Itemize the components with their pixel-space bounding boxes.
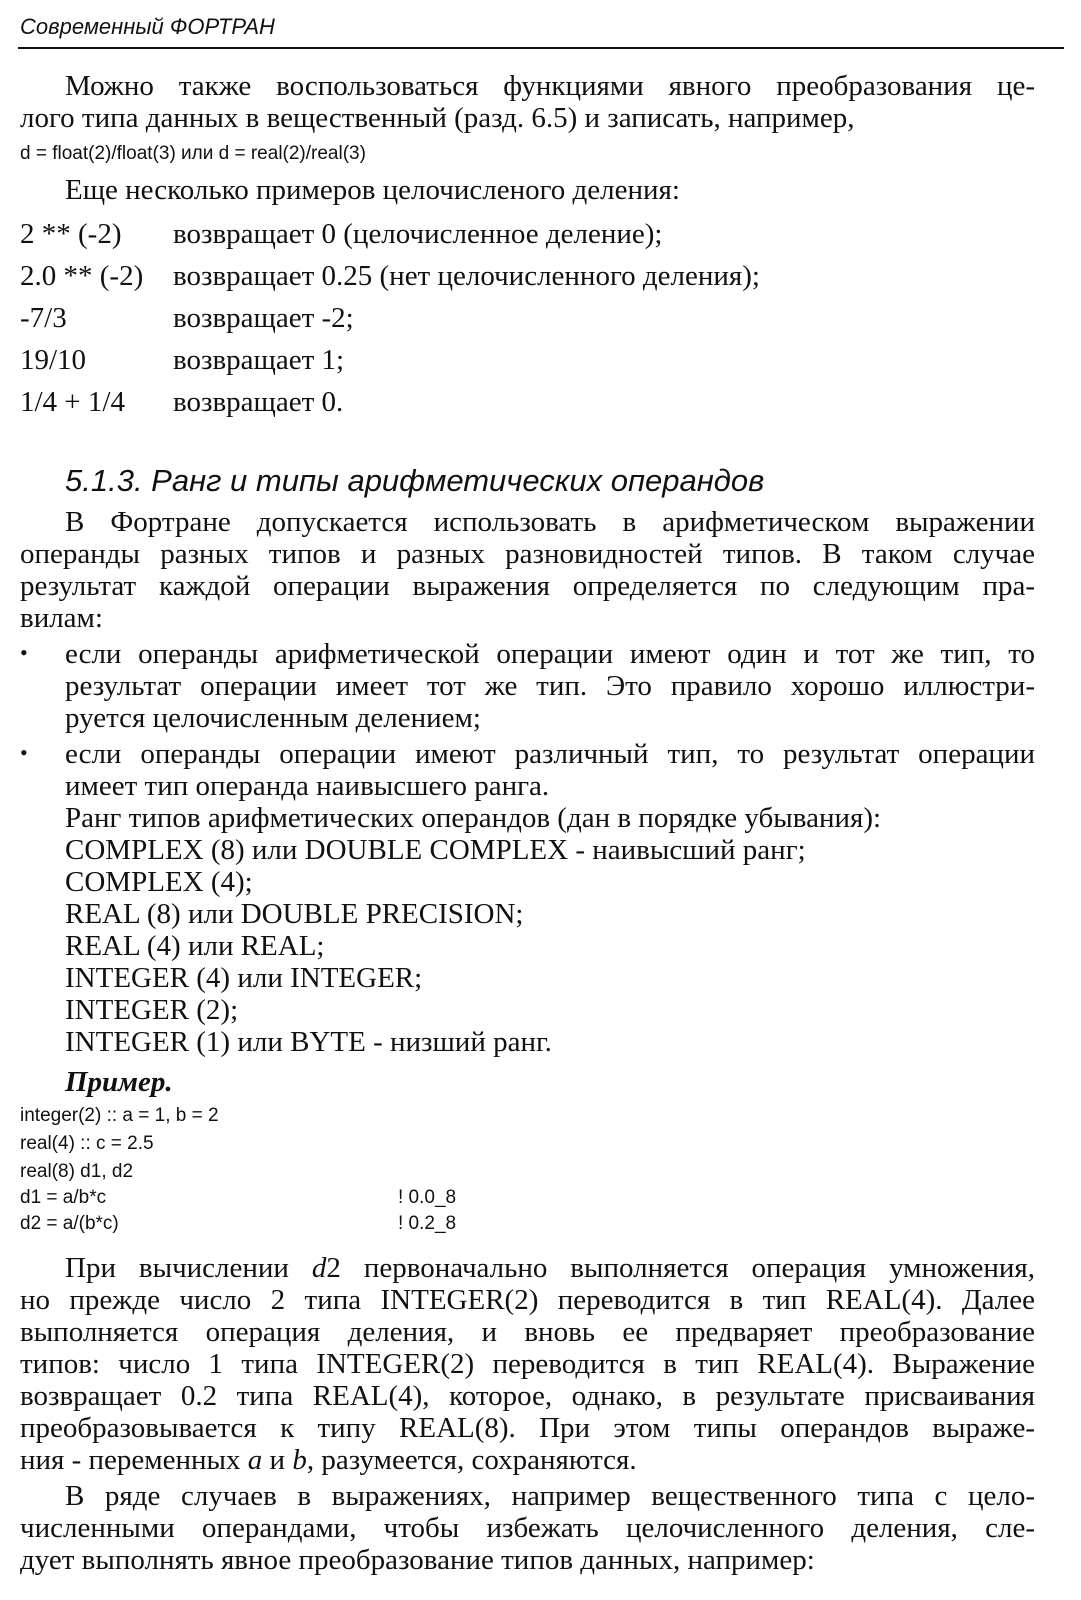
para2-line: выполняется операция деления, и вновь ее предваряет преобразование: [20, 1316, 1035, 1348]
section-title: 5.1.3. Ранг и типы арифметических операндов: [65, 463, 765, 498]
bullet2-line: имеет тип операнда наивысшего ранга.: [65, 770, 550, 802]
para1-line: В Фортране допускается использовать в арифметическом выражении: [65, 506, 1035, 538]
para2-line: возвращает 0.2 типа REAL(4), которое, однако, в результате присваивания: [20, 1380, 1035, 1412]
bullet1-line: результат операции имеет тот же тип. Это правило хорошо иллюстри-: [65, 670, 1035, 702]
bullet1-line: если операнды арифметической операции имеют один и тот же тип, то: [65, 638, 1035, 670]
para2-line: При вычислении d2 первоначально выполняется операция умножения,: [65, 1252, 1035, 1284]
rank-item: REAL (4) или REAL;: [65, 930, 325, 962]
intro-code: d = float(2)/float(3) или d = real(2)/real(3): [20, 143, 366, 164]
rank-intro: Ранг типов арифметических операндов (дан в порядке убывания):: [65, 802, 882, 834]
rank-item: INTEGER (1) или BYTE - низший ранг.: [65, 1026, 552, 1058]
code-line: real(4) :: c = 2.5: [20, 1133, 154, 1154]
rank-item: REAL (8) или DOUBLE PRECISION;: [65, 898, 524, 930]
example-expr: -7/3: [20, 302, 67, 334]
bullet1-line: руется целочисленным делением;: [65, 702, 481, 734]
code-comment: ! 0.0_8: [398, 1187, 457, 1208]
code-line: real(8) d1, d2: [20, 1161, 134, 1182]
example-label: Пример.: [65, 1066, 173, 1098]
bullet-dot: •: [20, 740, 28, 765]
para3-line: численными операндами, чтобы избежать целочисленного деления, сле-: [20, 1512, 1035, 1544]
example-result: возвращает 0.25 (нет целочисленного деления);: [173, 260, 760, 292]
example-result: возвращает -2;: [173, 302, 354, 334]
para3-line: В ряде случаев в выражениях, например вещественного типа с цело-: [65, 1480, 1035, 1512]
bullet-dot: •: [20, 640, 28, 665]
example-result: возвращает 0.: [173, 386, 344, 418]
intro-line-1: Можно также воспользоваться функциями явного преобразования це-: [65, 70, 1035, 102]
example-expr: 2 ** (-2): [20, 218, 122, 250]
para2-line: типов: число 1 типа INTEGER(2) переводится в тип REAL(4). Выражение: [20, 1348, 1035, 1380]
example-result: возвращает 0 (целочисленное деление);: [173, 218, 663, 250]
example-result: возвращает 1;: [173, 344, 345, 376]
bullet2-line: если операнды операции имеют различный тип, то результат операции: [65, 738, 1035, 770]
para1-line: вилам:: [20, 602, 103, 634]
running-header: Современный ФОРТРАН: [20, 14, 275, 39]
rank-item: INTEGER (2);: [65, 994, 239, 1026]
rank-item: INTEGER (4) или INTEGER;: [65, 962, 423, 994]
example-expr: 1/4 + 1/4: [20, 386, 125, 418]
code-line: d2 = a/(b*c): [20, 1213, 119, 1234]
para1-line: операнды разных типов и разных разновидностей типов. В таком случае: [20, 538, 1035, 570]
para2-line: ния - переменных a и b, разумеется, сохраняются.: [20, 1444, 637, 1476]
rank-item: COMPLEX (8) или DOUBLE COMPLEX - наивысший ранг;: [65, 834, 806, 866]
para1-line: результат каждой операции выражения определяется по следующим пра-: [20, 570, 1035, 602]
para2-line: но прежде число 2 типа INTEGER(2) переводится в тип REAL(4). Далее: [20, 1284, 1035, 1316]
code-line: d1 = a/b*c: [20, 1187, 107, 1208]
header-rule: [18, 47, 1064, 49]
para2-line: преобразовывается к типу REAL(8). При этом типы операндов выраже-: [20, 1412, 1035, 1444]
intro-line-2: лого типа данных в вещественный (разд. 6.5) и записать, например,: [20, 102, 855, 134]
more-examples-text: Еще несколько примеров целочисленого деления:: [65, 174, 680, 206]
example-expr: 2.0 ** (-2): [20, 260, 144, 292]
code-line: integer(2) :: a = 1, b = 2: [20, 1105, 219, 1126]
example-expr: 19/10: [20, 344, 87, 376]
code-comment: ! 0.2_8: [398, 1213, 457, 1234]
para3-line: дует выполнять явное преобразование типов данных, например:: [20, 1544, 815, 1576]
rank-item: COMPLEX (4);: [65, 866, 253, 898]
